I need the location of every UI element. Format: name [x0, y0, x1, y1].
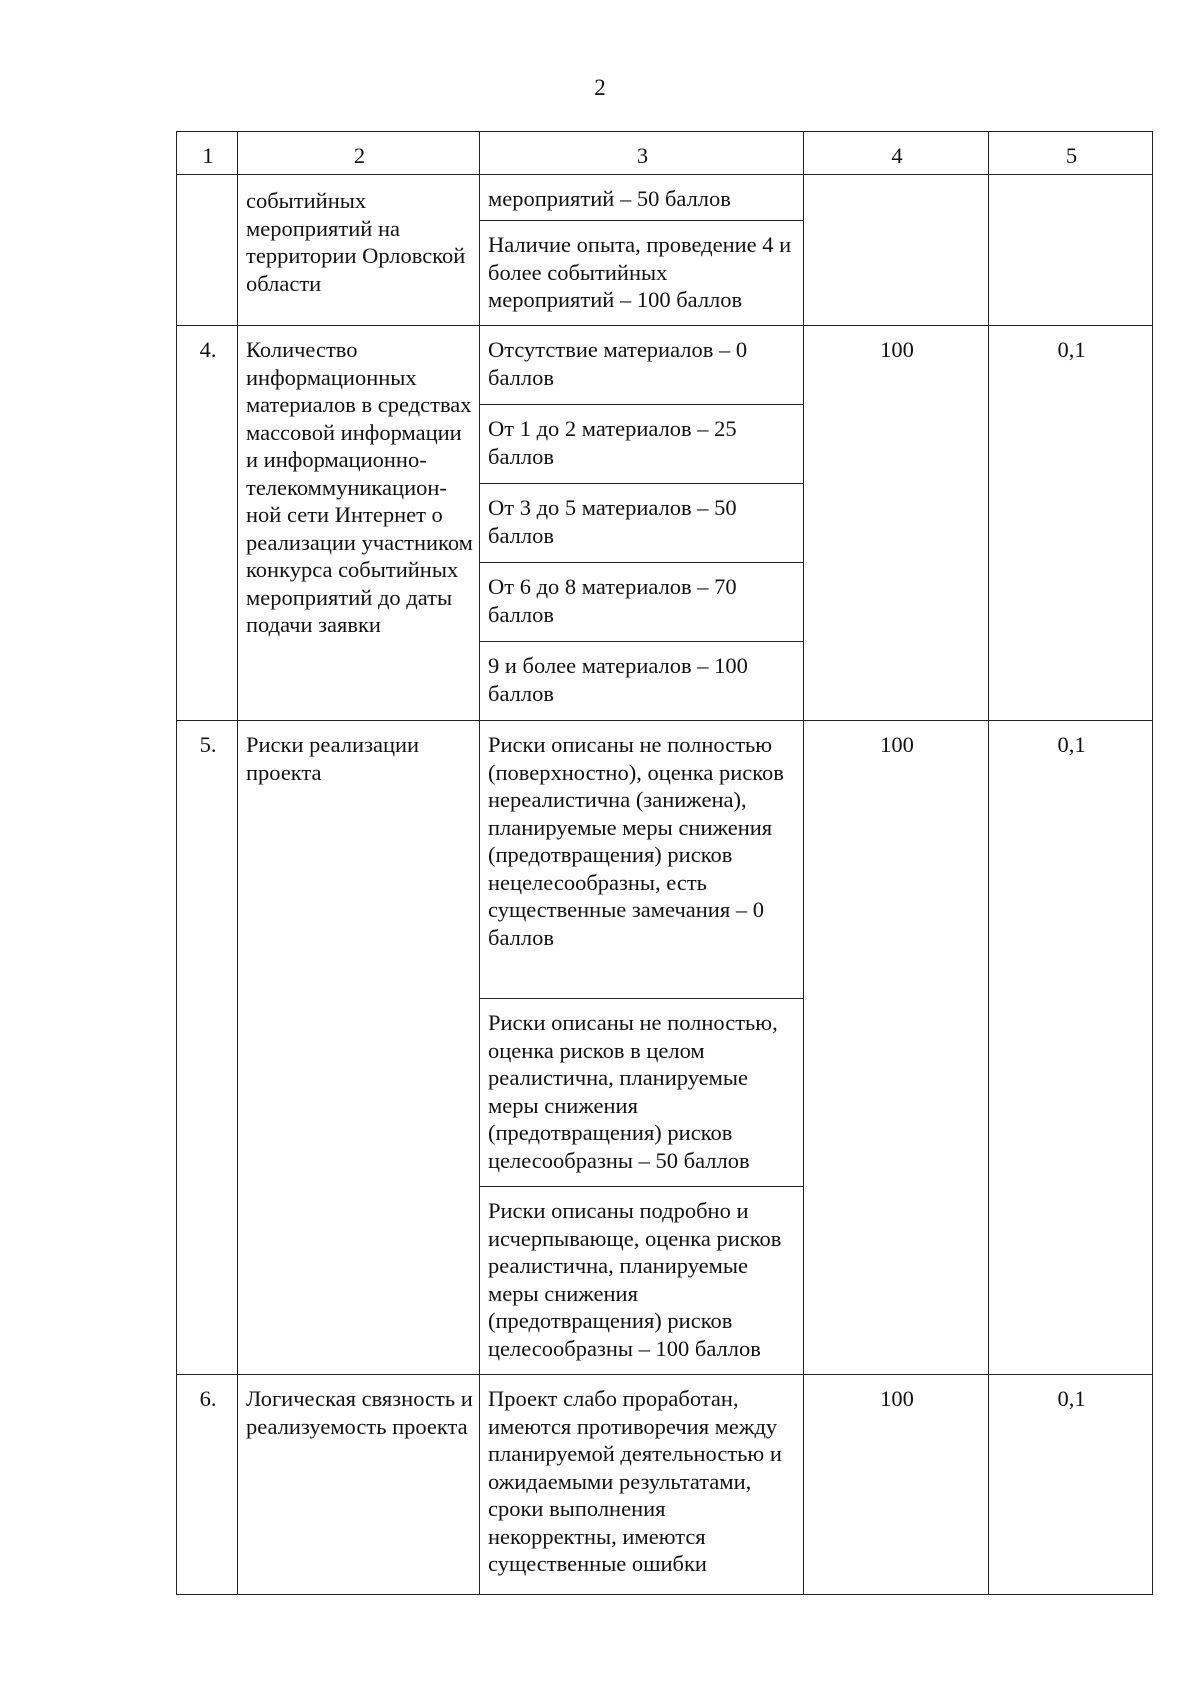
max-score: 100 [804, 721, 989, 1375]
score-level: Риски описаны подробно и исчерпывающе, оценка рисков реалистична, планируемые меры снижения (предотвращения) рисков целесообразны – 100 баллов [480, 1187, 804, 1375]
weight-coefficient: 0,1 [989, 326, 1153, 721]
criterion-name: событийных мероприятий на территории Орловской области [238, 175, 480, 326]
table-row [177, 721, 1153, 999]
row-number: 5. [177, 721, 238, 1375]
score-level: 9 и более материалов – 100 баллов [480, 642, 804, 721]
row-number: 6. [177, 1375, 238, 1595]
score-level: От 6 до 8 материалов – 70 баллов [480, 563, 804, 642]
row-number [177, 175, 238, 326]
header-col-2: 2 [238, 132, 480, 175]
weight-coefficient [989, 175, 1153, 326]
score-level: От 1 до 2 материалов – 25 баллов [480, 405, 804, 484]
max-score: 100 [804, 1375, 989, 1595]
score-level: Отсутствие материалов – 0 баллов [480, 326, 804, 405]
score-level: мероприятий – 50 баллов [480, 175, 804, 221]
max-score: 100 [804, 326, 989, 721]
criteria-table [176, 131, 1153, 1595]
header-col-3: 3 [480, 132, 804, 175]
weight-coefficient: 0,1 [989, 1375, 1153, 1595]
header-row [177, 132, 1153, 175]
table-row [177, 1375, 1153, 1595]
score-level: Риски описаны не полностью (поверхностно), оценка рисков нереалистична (занижена), планируемые меры снижения (предотвращения) рисков нецелесообразны, есть существенные замечания – 0 баллов [480, 721, 804, 999]
score-level: Проект слабо проработан, имеются противоречия между планируемой деятельностью и ожидаемыми результатами, сроки выполнения некорректны, имеются существенные ошибки [480, 1375, 804, 1595]
criterion-name: Количество информационных материалов в средствах массовой информации и информационно-телекоммуникацион-ной сети Интернет о реализации участником конкурса событийных мероприятий до даты подачи заявки [238, 326, 480, 721]
criterion-name: Риски реализации проекта [238, 721, 480, 1375]
weight-coefficient: 0,1 [989, 721, 1153, 1375]
header-col-1: 1 [177, 132, 238, 175]
score-level: От 3 до 5 материалов – 50 баллов [480, 484, 804, 563]
max-score [804, 175, 989, 326]
score-level: Риски описаны не полностью, оценка рисков в целом реалистична, планируемые меры снижения (предотвращения) рисков целесообразны – 50 баллов [480, 999, 804, 1187]
header-col-4: 4 [804, 132, 989, 175]
page-number: 2 [594, 75, 606, 100]
table-row [177, 175, 1153, 221]
header-col-5: 5 [989, 132, 1153, 175]
criterion-name: Логическая связность и реализуемость проекта [238, 1375, 480, 1595]
table-row [177, 326, 1153, 405]
row-number: 4. [177, 326, 238, 721]
score-level: Наличие опыта, проведение 4 и более событийных мероприятий – 100 баллов [480, 221, 804, 326]
